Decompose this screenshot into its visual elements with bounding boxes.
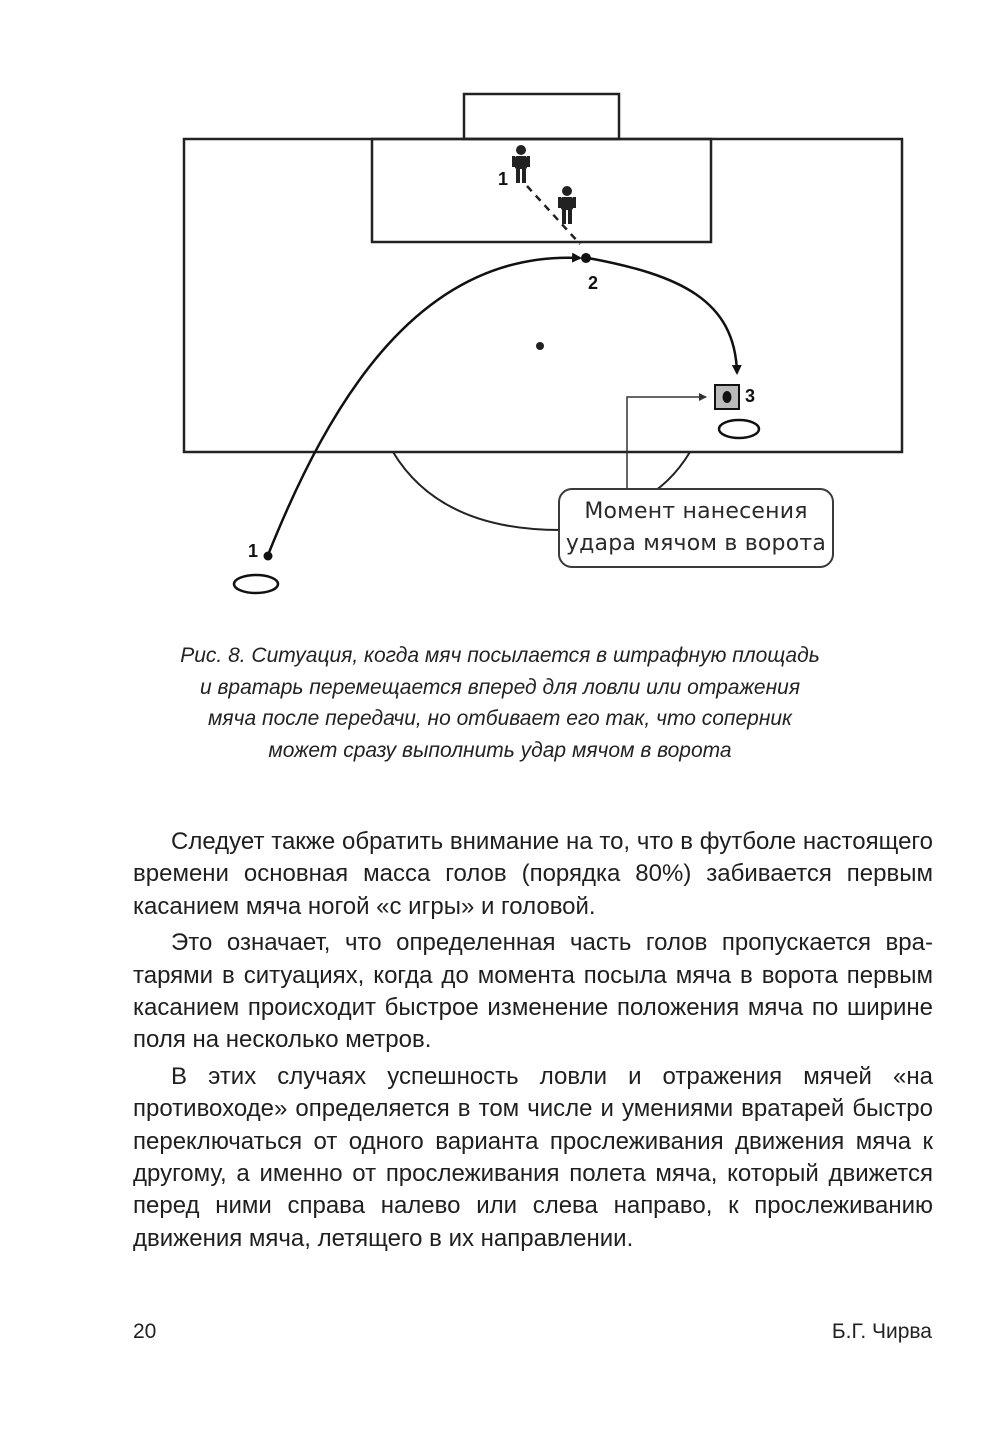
ball-position-3 bbox=[723, 391, 732, 403]
callout-line-1: Момент нанесения bbox=[584, 499, 808, 524]
label-goalkeeper-start: 1 bbox=[498, 169, 509, 189]
goalkeeper-moved-icon bbox=[558, 186, 576, 224]
label-position-1: 1 bbox=[248, 541, 259, 561]
player-marker-3 bbox=[719, 420, 759, 438]
penalty-area bbox=[184, 139, 902, 452]
callout-connector bbox=[627, 397, 706, 488]
penalty-spot bbox=[536, 342, 544, 350]
caption-line-4: может сразу выполнить удар мячом в ворота bbox=[268, 738, 732, 762]
callout-line-2: удара мячом в ворота bbox=[565, 531, 827, 556]
caption-line-1: Рис. 8. Ситуация, когда мяч посылается в штрафную площадь bbox=[180, 644, 820, 667]
callout-box bbox=[558, 488, 834, 568]
ball-position-2 bbox=[581, 253, 591, 263]
body-text bbox=[133, 826, 933, 1259]
paragraph-1: Следует также обратить внимание на то, что в футболе настоящего времени основная масса голов (порядка 80%) забивается первым касанием мяча ногой «с игры» и головой. bbox=[133, 828, 933, 920]
rebound-trajectory bbox=[588, 258, 737, 373]
player-marker-1 bbox=[234, 575, 278, 593]
running-author: Б.Г. Чирва bbox=[831, 1320, 932, 1343]
goalkeeper-start-icon bbox=[512, 145, 530, 183]
page-number: 20 bbox=[133, 1320, 157, 1343]
goal-area bbox=[372, 139, 711, 242]
penalty-arc bbox=[393, 452, 560, 530]
figure-caption bbox=[150, 640, 850, 766]
caption-line-3: мяча после передачи, но отбивает его так, что соперник bbox=[208, 707, 792, 730]
figure-diagram bbox=[0, 0, 1000, 620]
ball-position-1 bbox=[264, 552, 273, 561]
label-position-3: 3 bbox=[745, 386, 756, 406]
pass-trajectory bbox=[268, 258, 580, 555]
paragraph-2: Это означает, что определенная часть голов пропускается вратарями в ситуациях, когда до момента посыла мяча в ворота первым касанием происходит быстрое изменение положения мяча по ширине поля на несколько метров. bbox=[133, 929, 933, 1054]
label-position-2: 2 bbox=[588, 273, 599, 293]
paragraph-3: В этих случаях успешность ловли и отражения мячей «на противоходе» определяется в том числе и умениями вратарей быстро переключаться от одного варианта прослеживания движения мяча к другому, а именно от прослеживания полета мяча, который движется перед ними справа налево или слева направо, к прослеживанию движения мяча, летящего в их направлении. bbox=[133, 1062, 933, 1252]
goalkeeper-move-line bbox=[527, 186, 580, 244]
penalty-area-diagram bbox=[0, 0, 1000, 620]
goal bbox=[464, 94, 619, 139]
caption-line-2: и вратарь перемещается вперед для ловли или отражения bbox=[199, 675, 801, 699]
